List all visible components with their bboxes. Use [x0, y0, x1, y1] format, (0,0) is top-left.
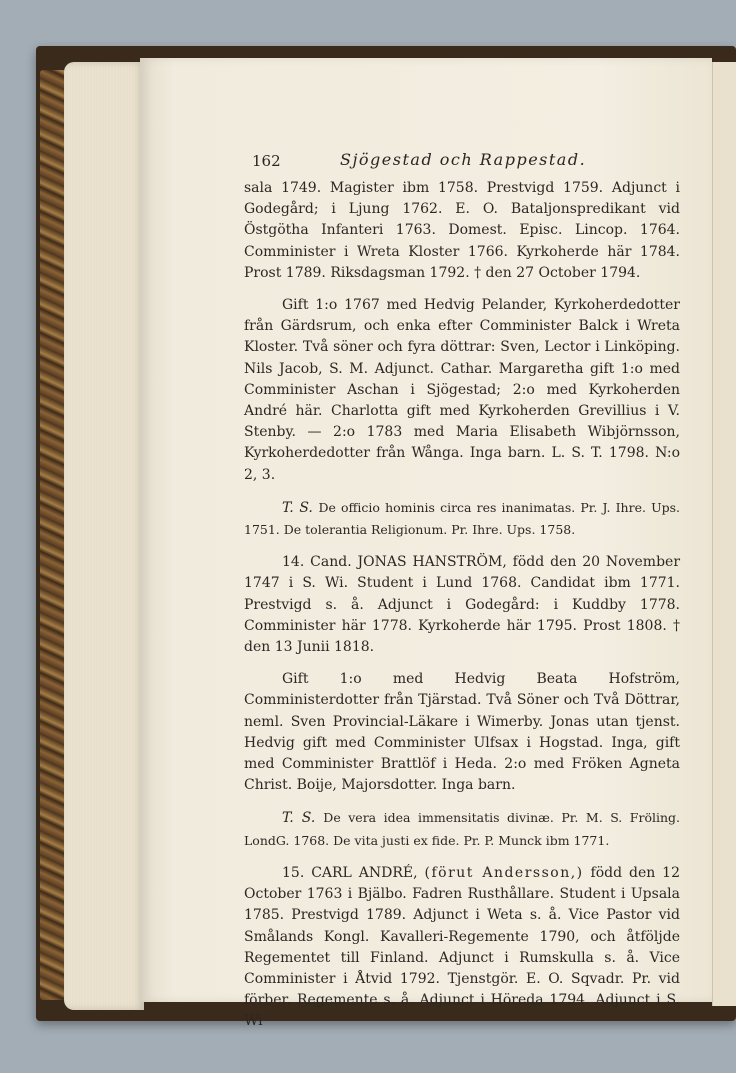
sig-label: T. S.	[282, 499, 313, 516]
bibliography-1: T. S. De officio hominis circa res inanimatas. Pr. J. Ihre. Ups. 1751. De tolerantia Religionum. Pr. Ihre. Ups. 1758.	[244, 499, 680, 538]
paragraph-2: Gift 1:o 1767 med Hedvig Pelander, Kyrkoherdedotter från Gärdsrum, och enka efter Comminister Balck i Wreta Kloster. Två söner och fyra döttrar: Sven, Lector i Linköping. Nils Jacob, S. M. Adjunct. Cathar. Margaretha gift 1:o med Comminister Aschan i Sjögestad; 2:o med Kyrkoherden André här. Charlotta gift med Kyrkoherden Grevillius i V. Stenby. — 2:o 1783 med Maria Elisabeth Wibjörnsson, Kyrkoherdedotter från Wånga. Inga barn. L. S. T. 1798. N:o 2, 3.	[244, 297, 680, 483]
page-number: 162	[252, 152, 281, 170]
entry-15: 15. CARL ANDRÉ, (förut Andersson,) född den 12 October 1763 i Bjälbo. Fadren Rusthållare. Student i Upsala 1785. Prestvigd 1789. Adjunct i Weta s. å. Vice Pastor vid Smålands Kongl. Kavalleri-Regemente 1790, och åtföljde Regementet till Finland. Adjunct i Rumskulla s. å. Vice Comminister i Åtvid 1792. Tjenstgör. E. O. Sqvadr. Pr. vid förber. Regemente s. å. Adjunct i Höreda 1794. Adjunct i S. Wi	[244, 864, 681, 1030]
running-head	[252, 150, 682, 172]
bibliography-2: T. S. De vera idea immensitatis divinæ. Pr. M. S. Fröling. LondG. 1768. De vita justi ex fide. Pr. P. Munck ibm 1771.	[244, 810, 681, 848]
entry-14: 14. Cand. JONAS HANSTRÖM, född den 20 November 1747 i S. Wi. Student i Lund 1768. Candidat ibm 1771. Prestvigd s. å. Adjunct i Godegård: i Kuddby 1778. Comminister här 1778. Kyrkoherde här 1795. Prost 1808. † den 13 Junii 1818.	[244, 554, 681, 656]
page-text	[244, 178, 680, 1033]
entry-number: 14.	[282, 554, 305, 571]
entry-name: CARL ANDRÉ,	[311, 864, 418, 881]
page-edges	[64, 62, 144, 1010]
page-title: Sjögestad och Rappestad.	[340, 150, 587, 169]
entry-number: 15.	[282, 864, 305, 881]
sig-label: T. S.	[282, 810, 316, 827]
facing-page-edge	[712, 62, 736, 1006]
former-name: (förut Andersson,)	[424, 864, 584, 881]
entry-name: JONAS HANSTRÖM,	[357, 554, 507, 571]
paragraph-1: sala 1749. Magister ibm 1758. Prestvigd 1759. Adjunct i Godegård; i Ljung 1762. E. O. Bataljonspredikant vid Östgötha Infanteri 1763. Domest. Episc. Lincop. 1764. Comminister i Wreta Kloster 1766. Kyrkoherde här 1784. Prost 1789. Riksdagsman 1792. † den 27 October 1794.	[244, 180, 680, 281]
paragraph-marriage-14: Gift 1:o med Hedvig Beata Hofström, Comministerdotter från Tjärstad. Två Söner och Två Döttrar, neml. Sven Provincial-Läkare i Wimerby. Jonas utan tjenst. Hedvig gift med Comminister Ulfsax i Hogstad. Inga, gift med Comminister Brattlöf i Heda. 2:o med Fröken Agneta Christ. Boije, Majorsdotter. Inga barn.	[244, 671, 680, 794]
